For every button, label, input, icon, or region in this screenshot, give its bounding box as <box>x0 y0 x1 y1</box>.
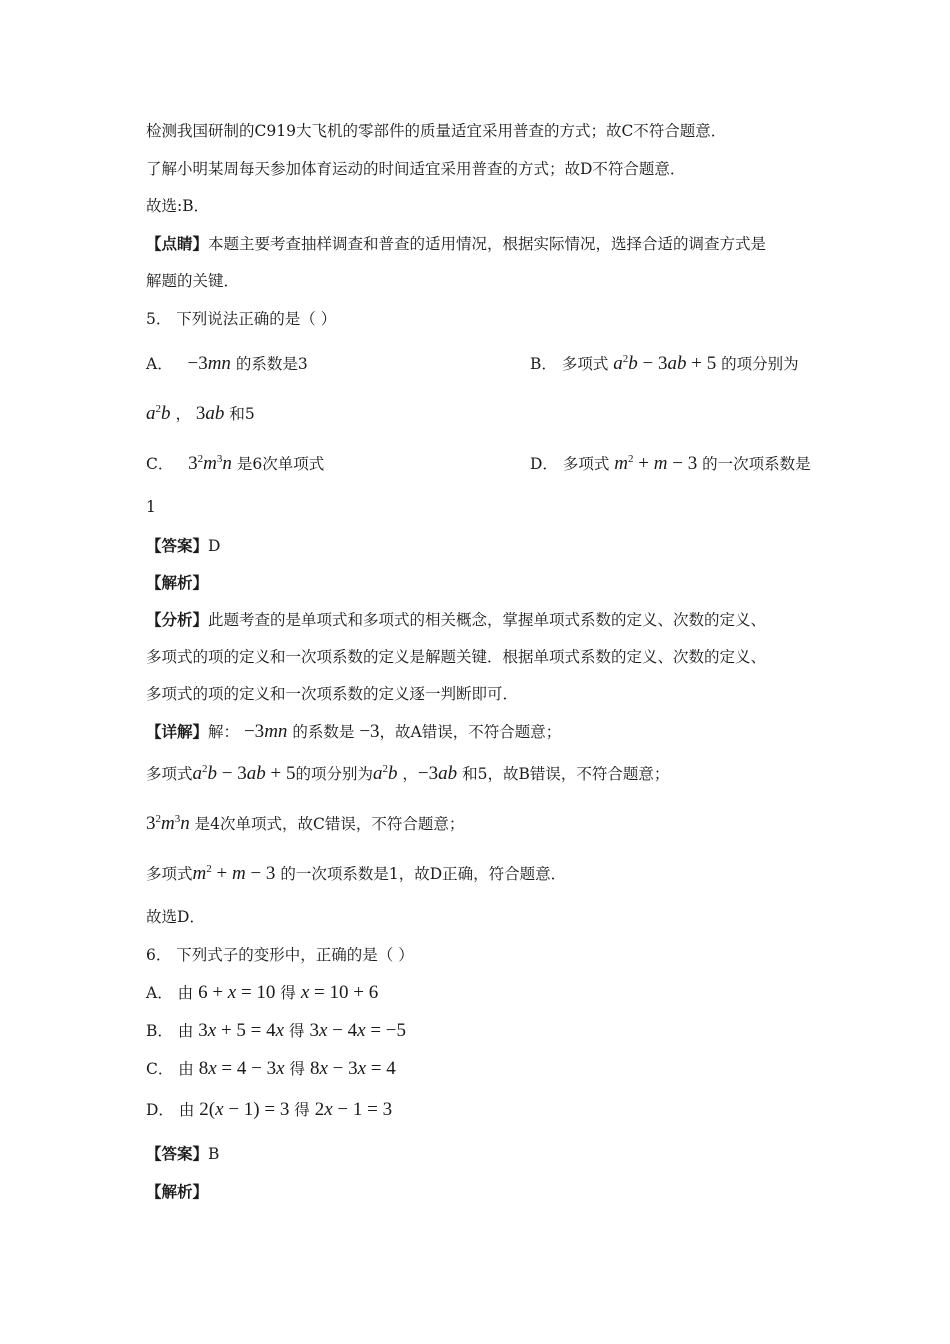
analysis-heading <box>146 1184 208 1201</box>
section-tag: 【解析】 <box>146 573 209 592</box>
question-stem <box>146 312 336 328</box>
math-expression: 6 + x = 10 <box>198 982 276 1003</box>
math-expression: 3ab <box>195 403 225 424</box>
math-expression: $3^2m^3n$ <box>188 453 232 474</box>
option-text: 得 <box>289 1060 305 1078</box>
option-label: B． 多项式 <box>530 355 609 373</box>
option-text: 是6次单项式 <box>236 455 325 473</box>
text-line <box>146 764 669 783</box>
text-line <box>146 814 464 833</box>
text-line <box>146 612 766 629</box>
math-expression: $a^2b - 3ab + 5$ <box>192 763 296 784</box>
paragraph-text: 检测我国研制的C919大飞机的零部件的质量适宜采用普查的方式；故C不符合题意． <box>146 122 727 140</box>
option-b <box>146 1021 406 1040</box>
option-label: C． <box>146 455 174 473</box>
paragraph-text: 解题的关键． <box>146 272 240 290</box>
question-text: 6． 下列式子的变形中，正确的是（ ） <box>146 946 414 964</box>
option-label: A． 由 <box>146 984 194 1002</box>
paragraph-text: 和5，故B错误，不符合题意； <box>462 765 670 783</box>
option-c <box>146 1059 396 1078</box>
answer-value: B <box>208 1145 220 1163</box>
paragraph-text: 本题主要考查抽样调查和普查的适用情况，根据实际情况，选择合适的调查方式是 <box>208 235 767 253</box>
option-text: 得 <box>289 1022 305 1040</box>
option-label: B． 由 <box>146 1022 194 1040</box>
math-expression: −3ab <box>417 763 458 784</box>
paragraph-text: 故选:B． <box>146 197 210 215</box>
option-d <box>530 454 811 473</box>
math-expression: 8x = 4 − 3x <box>198 1058 285 1079</box>
option-d-continued <box>146 500 156 516</box>
option-text: 1 <box>146 498 156 516</box>
section-tag: 【分析】 <box>146 610 209 629</box>
question-stem <box>146 948 414 964</box>
analysis-heading <box>146 575 208 592</box>
math-expression: 3x + 5 = 4x <box>198 1020 285 1041</box>
math-expression: 2x − 1 = 3 <box>314 1099 393 1120</box>
paragraph-text: 此题考查的是单项式和多项式的相关概念，掌握单项式系数的定义、次数的定义、 <box>208 611 767 629</box>
math-expression: 8x − 3x = 4 <box>309 1058 396 1079</box>
paragraph-text: ，故A错误，不符合题意； <box>379 723 562 741</box>
paragraph-text: ， <box>402 765 418 783</box>
option-text: 得 <box>280 984 296 1002</box>
option-text: 得 <box>294 1101 310 1119</box>
paragraph-text: 多项式的项的定义和一次项系数的定义是解题关键．根据单项式系数的定义、次数的定义、 <box>146 648 767 666</box>
paragraph-text: 是4次单项式，故C错误，不符合题意； <box>194 815 465 833</box>
option-label: D． 多项式 <box>530 455 610 473</box>
option-c <box>146 454 324 473</box>
math-expression: 3x − 4x = −5 <box>309 1020 406 1041</box>
math-expression: −3mn <box>243 721 288 742</box>
paragraph-text: 的项分别为 <box>295 765 373 783</box>
question-text: 5． 下列说法正确的是（ ） <box>146 310 337 328</box>
math-expression: 2(x − 1) = 3 <box>199 1099 290 1120</box>
text-line <box>146 864 566 883</box>
option-b <box>530 354 799 373</box>
paragraph-text: 了解小明某周每天参加体育运动的时间适宜采用普查的方式；故D不符合题意． <box>146 160 686 178</box>
option-label: A． <box>146 355 173 373</box>
text-line <box>146 722 561 741</box>
text-line <box>146 199 209 215</box>
math-expression: $a^2b$ <box>146 403 171 424</box>
math-expression: $m^2 + m - 3$ <box>614 453 698 474</box>
text-line <box>146 650 766 666</box>
math-expression: $3^2m^3n$ <box>146 813 190 834</box>
option-text: 的系数是3 <box>235 355 308 373</box>
text-line <box>146 162 685 178</box>
section-tag: 【点睛】 <box>146 234 209 253</box>
text-line <box>146 274 239 290</box>
math-expression: −3mn <box>187 353 231 374</box>
option-a <box>146 983 378 1002</box>
option-text: 的一次项系数是 <box>702 455 811 473</box>
answer-tag: 【答案】 <box>146 1144 209 1163</box>
option-a <box>146 354 308 373</box>
option-b-continued <box>146 404 255 423</box>
math-expression: $m^2 + m - 3$ <box>192 863 276 884</box>
text-line <box>146 124 726 140</box>
text-line <box>146 687 518 703</box>
section-tag: 【解析】 <box>146 1182 209 1201</box>
answer-tag: 【答案】 <box>146 536 209 555</box>
text-line <box>146 910 205 926</box>
paragraph-text: 多项式的项的定义和一次项系数的定义逐一判断即可． <box>146 685 519 703</box>
option-text: 的项分别为 <box>721 355 799 373</box>
answer-value: D <box>208 537 221 555</box>
math-expression: $a^2b - 3ab + 5$ <box>613 353 717 374</box>
option-label: C． 由 <box>146 1060 194 1078</box>
option-d <box>146 1100 392 1119</box>
paragraph-text: 的系数是 <box>292 723 355 741</box>
option-label: D． 由 <box>146 1101 195 1119</box>
paragraph-text: 的一次项系数是1，故D正确，符合题意． <box>280 865 567 883</box>
paragraph-text: 故选D． <box>146 908 205 926</box>
math-expression: −3 <box>359 721 380 742</box>
option-text: ， <box>175 405 191 423</box>
answer-line <box>146 1146 219 1163</box>
paragraph-text: 多项式 <box>146 765 193 783</box>
paragraph-text: 解： <box>208 723 240 741</box>
math-expression: $a^2b$ <box>372 763 398 784</box>
option-text: 和5 <box>229 405 255 423</box>
math-expression: x = 10 + 6 <box>300 982 379 1003</box>
answer-line <box>146 538 220 555</box>
text-line <box>146 236 766 253</box>
section-tag: 【详解】 <box>146 722 209 741</box>
paragraph-text: 多项式 <box>146 865 193 883</box>
